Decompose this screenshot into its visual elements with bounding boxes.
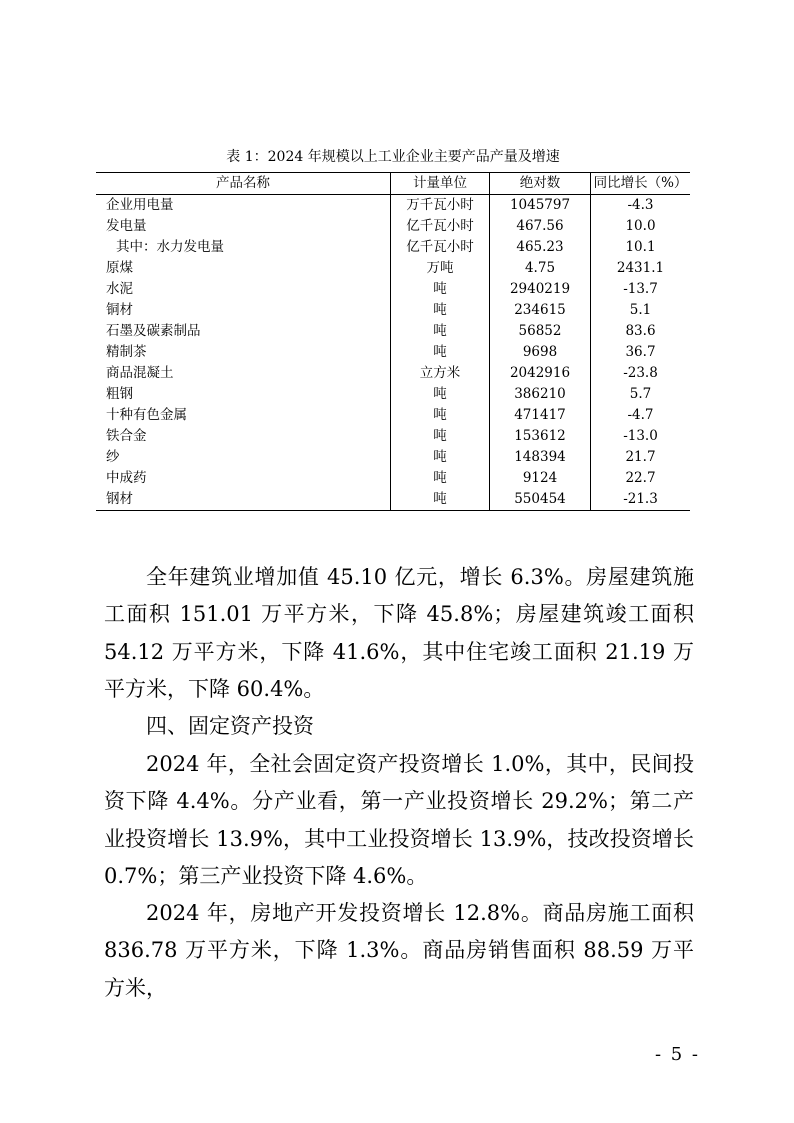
cell-product-name: 发电量 (96, 216, 391, 237)
cell-growth: 5.1 (629, 302, 652, 318)
cell-growth: 22.7 (625, 470, 656, 486)
cell-unit: 吨 (391, 447, 490, 468)
cell-growth: -4.3 (627, 197, 654, 213)
cell-growth: 5.7 (629, 386, 652, 402)
cell-product-name: 其中：水力发电量 (96, 237, 391, 258)
paragraph-text: 2024 年，房地产开发投资增长 12.8%。商品房施工面积 836.78 万平方米，下降 1.3%。商品房销售面积 88.59 万平方米， (104, 901, 694, 1000)
cell-unit: 立方米 (391, 363, 490, 384)
cell-growth: -13.0 (623, 428, 658, 444)
cell-value: 465.23 (490, 237, 591, 258)
cell-growth: -23.8 (623, 365, 658, 381)
cell-unit: 吨 (391, 300, 490, 321)
cell-value: 467.56 (490, 216, 591, 237)
investment-paragraph (104, 746, 694, 895)
page-number: - 5 - (654, 1044, 700, 1065)
cell-unit: 万千瓦小时 (391, 195, 490, 217)
header-growth-rate: 同比增长（%） (593, 175, 688, 191)
cell-unit: 亿千瓦小时 (391, 216, 490, 237)
table-row (96, 468, 690, 489)
cell-product-name: 商品混凝土 (96, 363, 391, 384)
cell-unit: 吨 (391, 321, 490, 342)
cell-value: 471417 (490, 405, 591, 426)
construction-paragraph (104, 559, 694, 708)
cell-product-name: 石墨及碳素制品 (96, 321, 391, 342)
paragraph-text: 全年建筑业增加值 45.10 亿元，增长 6.3%。房屋建筑施工面积 151.01 万平方米，下降 45.8%；房屋建筑竣工面积 54.12 万平方米，下降 41.6%，其中住宅竣工面积 21.19 万平方米，下降 60.4%。 (104, 565, 694, 701)
cell-value: 9698 (490, 342, 591, 363)
cell-growth: -13.7 (623, 281, 658, 297)
cell-value: 4.75 (490, 258, 591, 279)
real-estate-paragraph (104, 895, 694, 1007)
cell-growth: 10.1 (625, 239, 656, 255)
header-unit: 计量单位 (391, 173, 490, 195)
table-row (96, 447, 690, 468)
cell-unit: 亿千瓦小时 (391, 237, 490, 258)
table-row (96, 300, 690, 321)
paragraph-text: 2024 年，全社会固定资产投资增长 1.0%，其中，民间投资下降 4.4%。分产业看，第一产业投资增长 29.2%；第二产业投资增长 13.9%，其中工业投资增长 13.9%，技改投资增长 0.7%；第三产业投资下降 4.6%。 (104, 752, 694, 888)
cell-product-name: 纱 (96, 447, 391, 468)
cell-value: 148394 (490, 447, 591, 468)
cell-value: 2042916 (490, 363, 591, 384)
cell-unit: 吨 (391, 342, 490, 363)
cell-unit: 吨 (391, 279, 490, 300)
cell-product-name: 铁合金 (96, 426, 391, 447)
cell-value: 56852 (490, 321, 591, 342)
table-row (96, 405, 690, 426)
cell-product-name: 原煤 (96, 258, 391, 279)
cell-product-name: 中成药 (96, 468, 391, 489)
table-row (96, 384, 690, 405)
cell-product-name: 铜材 (96, 300, 391, 321)
cell-growth: 36.7 (625, 344, 656, 360)
cell-value: 550454 (490, 489, 591, 511)
product-output-table (96, 172, 690, 511)
table-row (96, 426, 690, 447)
cell-value: 9124 (490, 468, 591, 489)
cell-unit: 吨 (391, 426, 490, 447)
table-row (96, 321, 690, 342)
cell-product-name: 钢材 (96, 489, 391, 511)
header-product-name: 产品名称 (96, 173, 391, 195)
cell-value: 153612 (490, 426, 591, 447)
header-absolute-value: 绝对数 (490, 173, 591, 195)
table-row (96, 195, 690, 217)
table-header-row (96, 173, 690, 195)
section-heading: 四、固定资产投资 (146, 714, 314, 738)
cell-unit: 吨 (391, 405, 490, 426)
cell-unit: 吨 (391, 489, 490, 511)
cell-product-name: 精制茶 (96, 342, 391, 363)
cell-growth: 10.0 (625, 218, 656, 234)
cell-growth: 21.7 (625, 449, 656, 465)
cell-value: 1045797 (490, 195, 591, 217)
cell-growth: -4.7 (627, 407, 654, 423)
cell-unit: 吨 (391, 468, 490, 489)
table-row (96, 216, 690, 237)
table-row (96, 237, 690, 258)
table-row (96, 342, 690, 363)
section-heading-block (104, 708, 694, 745)
table-row (96, 279, 690, 300)
cell-value: 234615 (490, 300, 591, 321)
cell-product-name: 水泥 (96, 279, 391, 300)
cell-growth: 2431.1 (616, 260, 665, 276)
cell-product-name: 企业用电量 (96, 195, 391, 217)
cell-growth: 83.6 (625, 323, 656, 339)
cell-unit: 万吨 (391, 258, 490, 279)
cell-value: 386210 (490, 384, 591, 405)
cell-product-name: 十种有色金属 (96, 405, 391, 426)
cell-product-name: 粗钢 (96, 384, 391, 405)
cell-growth: -21.3 (623, 491, 658, 507)
table-title: 表 1：2024 年规模以上工业企业主要产品产量及增速 (226, 149, 560, 165)
table-row (96, 363, 690, 384)
table-row (96, 258, 690, 279)
cell-unit: 吨 (391, 384, 490, 405)
cell-value: 2940219 (490, 279, 591, 300)
table-row (96, 489, 690, 511)
